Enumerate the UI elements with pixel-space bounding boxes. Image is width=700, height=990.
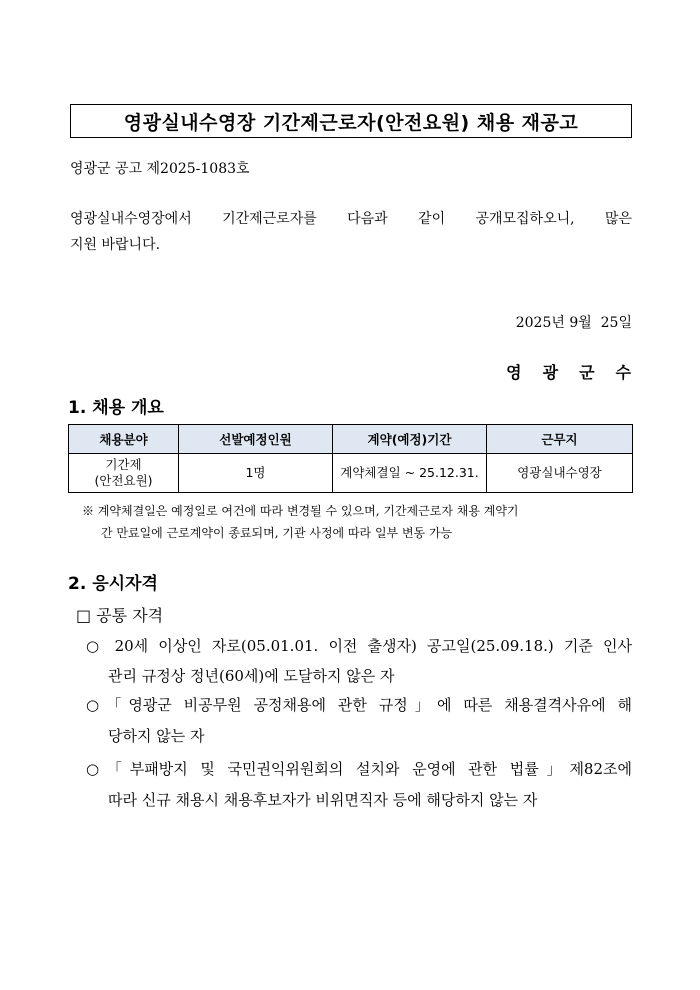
- cell-field-line-1: 기간제: [105, 457, 142, 472]
- cell-field-line-2: (안전요원): [94, 473, 153, 488]
- qualification-item-2-line-1: ○「영광군 비공무원 공정채용에 관한 규정」에 따른 채용결격사유에 해: [86, 696, 632, 714]
- signer: 영광군수: [506, 363, 652, 382]
- qualification-item-3-line-2: 따라 신규 채용시 채용후보자가 비위면직자 등에 해당하지 않는 자: [108, 791, 538, 809]
- table-header-row: [69, 425, 633, 454]
- header-workplace: 근무지: [487, 425, 633, 454]
- note-line-2: 간 만료일에 근로계약이 종료되며, 기관 사정에 따라 일부 변동 가능: [101, 526, 453, 540]
- intro-line-1: 영광실내수영장에서 기간제근로자를 다음과 같이 공개모집하오니, 많은: [70, 211, 632, 227]
- cell-period: 계약체결일 ~ 25.12.31.: [333, 454, 487, 493]
- header-count: 선발예정인원: [179, 425, 333, 454]
- header-field: 채용분야: [69, 425, 179, 454]
- cell-workplace: 영광실내수영장: [487, 454, 633, 493]
- recruitment-overview-table: [68, 424, 633, 493]
- note-line-1: ※ 계약체결일은 예정일로 여건에 따라 변경될 수 있으며, 기간제근로자 채용 계약기: [82, 504, 519, 518]
- qualification-item-3-line-1: ○「부패방지 및 국민권익위원회의 설치와 운영에 관한 법률」제82조에: [86, 760, 632, 778]
- qualification-item-1-line-2: 관리 규정상 정년(60세)에 도달하지 않은 자: [108, 667, 395, 685]
- announcement-date: 2025년 9월 25일: [515, 315, 632, 331]
- intro-line-2: 지원 바랍니다.: [70, 237, 161, 253]
- qualification-item-1-line-1: ○ 20세 이상인 자로(05.01.01. 이전 출생자) 공고일(25.09.18.) 기준 인사: [86, 637, 632, 655]
- qualification-item-2-line-2: 당하지 않는 자: [108, 727, 205, 745]
- document-title: 영광실내수영장 기간제근로자(안전요원) 채용 재공고: [70, 104, 632, 138]
- cell-field: [69, 454, 179, 493]
- notice-number: 영광군 공고 제2025-1083호: [70, 161, 250, 177]
- table-row: [69, 454, 633, 493]
- section-2-heading: 2. 응시자격: [68, 574, 158, 594]
- section-1-heading: 1. 채용 개요: [68, 398, 164, 418]
- header-period: 계약(예정)기간: [333, 425, 487, 454]
- common-qualification-heading: □ 공통 자격: [76, 606, 164, 625]
- cell-count: 1명: [179, 454, 333, 493]
